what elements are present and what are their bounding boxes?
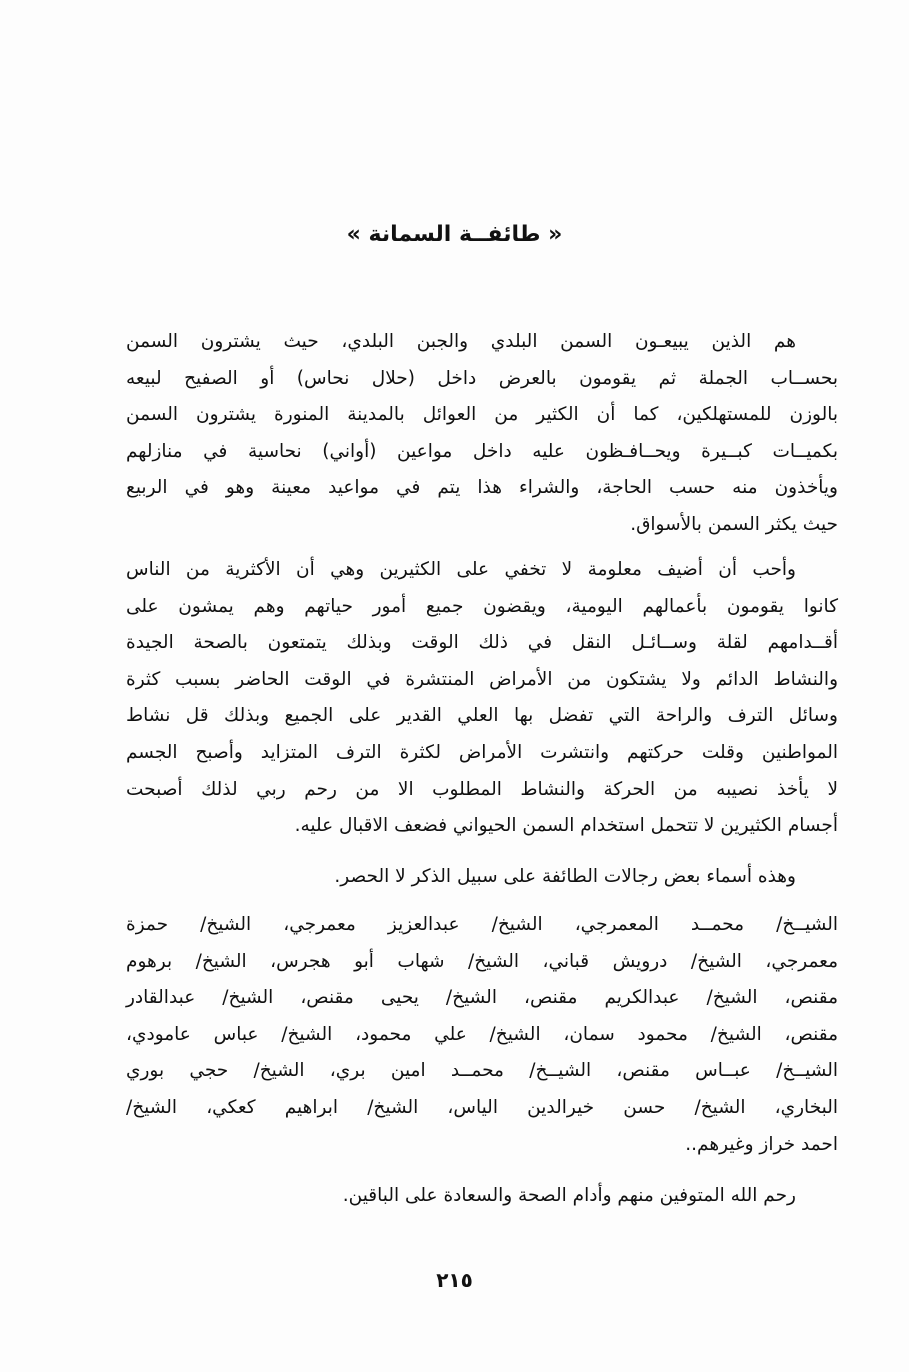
paragraph-1-line: بكميــات كبــيرة ويحــافـظون عليه داخل مواعين (أواني) نحاسية في منازلهم (126, 440, 838, 462)
paragraph-4-line: البخاري، الشيخ/ حسن خيرالدين الياس، الشيخ/ ابراهيم كعكي، الشيخ/ (126, 1097, 838, 1118)
paragraph-2-line: أجسام الكثيرين لا تتحمل استخدام السمن الحيواني فضعف الاقبال عليه. (294, 815, 838, 837)
paragraph-1-line: هم الذين يبيعـون السمن البلدي والجبن البلدي، حيث يشترون السمن (126, 331, 796, 352)
paragraph-1-line: حيث يكثر السمن بالأسواق. (630, 514, 838, 535)
paragraph-4-line: مقنص، الشيخ/ محمود سمان، الشيخ/ علي محمود، الشيخ/ عباس عامودي، (126, 1023, 838, 1045)
paragraph-4-line: الشيــخ/ محمــد المعمرجي، الشيخ/ عبدالعزيز معمرجي، الشيخ/ حمزة (126, 914, 838, 935)
paragraph-1-line: بحســاب الجملة ثم يقومون بالعرض داخل (حلال نحاس) أو الصفيح لبيعه (126, 367, 838, 389)
paragraph-3-line: وهذه أسماء بعض رجالات الطائفة على سبيل الذكر لا الحصر. (334, 866, 796, 887)
paragraph-2-line: المواطنين وقلت حركتهم وانتشرت الأمراض لكثرة الترف المتزايد وأصبح الجسم (126, 742, 838, 763)
paragraph-4-line: معمرجي، الشيخ/ درويش قباني، الشيخ/ شهاب أبو هجرس، الشيخ/ برهوم (126, 950, 838, 972)
paragraph-2-line: أقــدامهم لقلة وســائـل النقل في ذلك الوقت وبذلك يتمتعون بالصحة الجيدة (126, 632, 838, 654)
paragraph-1-line: ويأخذون منه حسب الحاجة، والشراء هذا يتم في مواعيد معينة وهو في الربيع (126, 477, 838, 499)
paragraph-2-line: وسائل الترف والراحة التي تفضل بها العلي القدير على الجميع وبذلك قل نشاط (126, 705, 838, 727)
paragraph-4-line: احمد خراز وغيرهم.. (685, 1133, 838, 1155)
paragraph-2-line: والنشاط الدائم ولا يشتكون من الأمراض المنتشرة في الوقت الحاضر بسبب كثرة (126, 668, 838, 690)
paragraph-2-line: وأحب أن أضيف معلومة لا تخفي على الكثيرين وهي أن الأكثرية من الناس (126, 559, 796, 580)
section-title: « طائفــة السمانة » (346, 222, 563, 247)
paragraph-1-line: بالوزن للمستهلكين، كما أن الكثير من العوائل بالمدينة المنورة يشترون السمن (126, 404, 838, 426)
paragraph-4-line: مقنص، الشيخ/ عبدالكريم مقنص، الشيخ/ يحيى مقنص، الشيخ/ عبدالقادر (126, 987, 838, 1009)
paragraph-5-line: رحم الله المتوفين منهم وأدام الصحة والسعادة على الباقين. (342, 1185, 796, 1206)
paragraph-2-line: كانوا يقومون بأعمالهم اليومية، ويقضون جميع أمور حياتهم وهم يمشون على (126, 595, 838, 617)
paragraph-2-line: لا يأخذ نصيبه من الحركة والنشاط المطلوب الا من رحم ربي لذلك أصبحت (126, 778, 838, 800)
page-number: ٢١٥ (436, 1268, 473, 1292)
paragraph-4-line: الشيــخ/ عبــاس مقنص، الشيــخ/ محمــد امين بري، الشيخ/ حجي بوري (126, 1060, 838, 1082)
